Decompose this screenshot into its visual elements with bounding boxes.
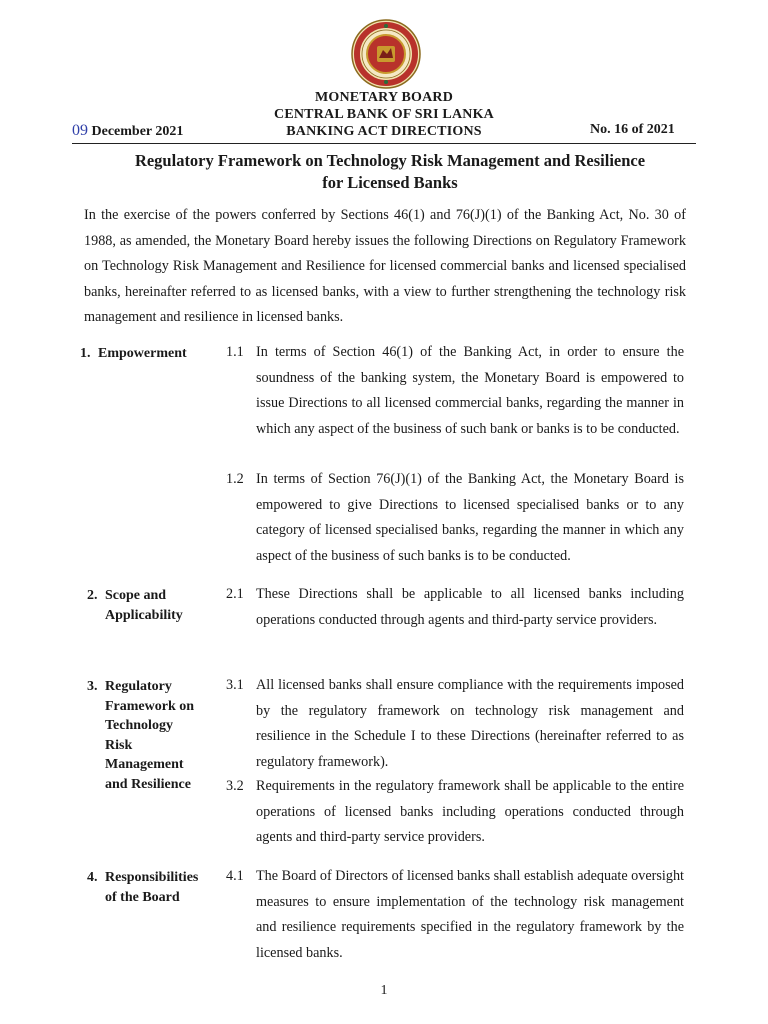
issue-date-day: 09 [72, 122, 88, 139]
section-1-heading [80, 344, 187, 364]
section-3-title-line: Regulatory [105, 679, 172, 694]
clause-number: 1.2 [226, 471, 244, 487]
clause-number: 2.1 [226, 586, 244, 602]
document-title-line-1: Regulatory Framework on Technology Risk Management and Resilience [134, 151, 646, 170]
clause-number: 1.1 [226, 344, 244, 360]
header-divider [72, 143, 696, 144]
clause-text: Requirements in the regulatory framework shall be applicable to the entire operations of licensed banks including operations conducted through agents and third-party service providers. [256, 778, 684, 845]
page-number: 1 [380, 983, 388, 998]
section-2-number: 2. [87, 588, 98, 603]
header-central-bank: CENTRAL BANK OF SRI LANKA [274, 107, 494, 122]
section-4-title-line: Responsibilities [105, 870, 199, 885]
section-1-number: 1. [80, 346, 91, 361]
clause-text: In terms of Section 46(1) of the Banking Act, in order to ensure the soundness of the banking system, the Monetary Board is empowered to issue Directions to all licensed commercial banks, regarding the manner in which any aspect of the business of such bank or banks is to be conducted. [256, 344, 684, 437]
header-banking-act-directions: BANKING ACT DIRECTIONS [286, 124, 482, 139]
clause-text: All licensed banks shall ensure compliance with the requirements imposed by the regulatory framework on technology risk management and resilience in the Schedule I to these Directions (hereinafter referred to as regulatory framework). [256, 677, 684, 770]
intro-paragraph: In the exercise of the powers conferred by Sections 46(1) and 76(J)(1) of the Banking Act, No. 30 of 1988, as amended, the Monetary Board hereby issues the following Directions on Regulatory Framework on Technology Risk Management and Resilience for licensed commercial banks and licensed specialised banks, hereinafter referred to as licensed banks, with a view to further strengthening the technology risk management and resilience in licensed banks. [84, 207, 686, 325]
issue-date [72, 122, 183, 140]
central-bank-seal-icon [350, 18, 422, 90]
clause-number: 3.1 [226, 677, 244, 693]
section-4-number: 4. [87, 870, 98, 885]
section-4-title-line: of the Board [105, 889, 180, 905]
issue-date-month-year: December 2021 [88, 124, 184, 139]
section-3-title-line: Management [105, 757, 184, 772]
header-monetary-board: MONETARY BOARD [314, 90, 454, 105]
section-4-heading [87, 868, 198, 907]
clause-text: The Board of Directors of licensed banks shall establish adequate oversight measures to ensure implementation of the technology risk management and resilience requirements specified in the regulatory framework by the licensed banks. [256, 868, 684, 961]
section-2-title-line: Applicability [105, 607, 183, 623]
section-2-heading [87, 586, 183, 625]
clause-number: 3.2 [226, 778, 244, 794]
document-title-line-2: for Licensed Banks [322, 173, 458, 192]
clause-text: These Directions shall be applicable to all licensed banks including operations conducted through agents and third-party service providers. [256, 586, 684, 628]
section-1-title: Empowerment [98, 346, 187, 361]
section-3-title-line: Technology [105, 718, 173, 733]
clause-text: In terms of Section 76(J)(1) of the Banking Act, the Monetary Board is empowered to give Directions to licensed specialised banks or to any category of licensed specialised banks, regarding the manner in which any aspect of the business of such banks is to be conducted. [256, 471, 684, 564]
clause-number: 4.1 [226, 868, 244, 884]
section-3-title-line: Risk [105, 737, 133, 753]
section-3-number: 3. [87, 679, 98, 694]
section-2-title-line: Scope and [105, 588, 167, 603]
direction-number: No. 16 of 2021 [590, 122, 675, 137]
section-3-heading [87, 677, 194, 794]
section-3-title-line: Framework on [105, 698, 195, 714]
section-3-title-line: and Resilience [105, 776, 191, 792]
